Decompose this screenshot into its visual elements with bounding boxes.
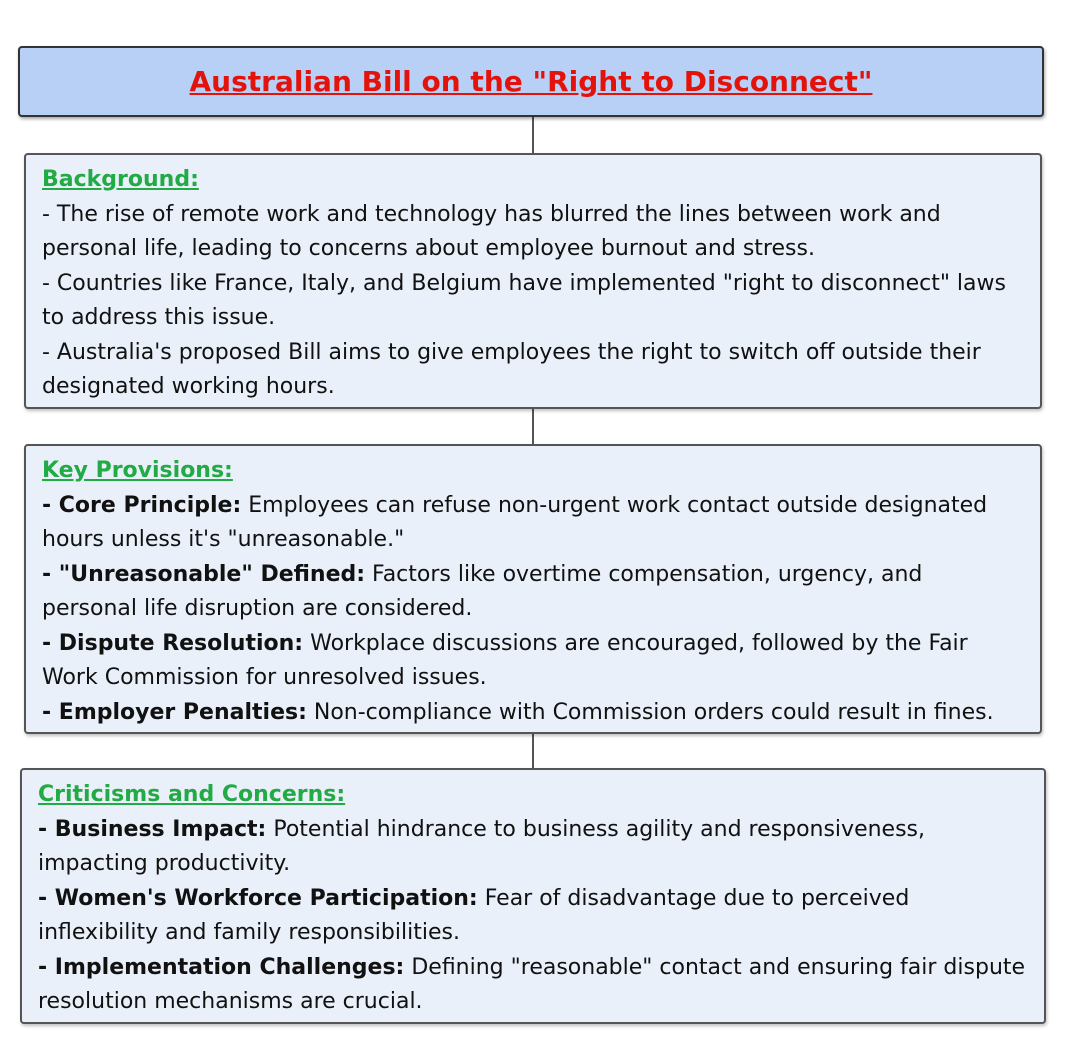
criticism-item (38, 882, 1028, 951)
background-box (24, 153, 1042, 409)
provisions-box (24, 444, 1042, 734)
provision-term: - Dispute Resolution: (42, 630, 304, 656)
connector-background-provisions (532, 408, 534, 445)
provision-item (42, 627, 1024, 696)
provision-text: Employees can refuse non-urgent work contact outside designated hours unless it's "unreasonable." (42, 492, 988, 552)
criticisms-box (20, 768, 1046, 1024)
provision-term: - Core Principle: (42, 492, 242, 518)
connector-title-background (532, 117, 534, 154)
provision-text: Factors like overtime compensation, urgency, and personal life disruption are considered. (42, 561, 923, 621)
criticism-text: Fear of disadvantage due to perceived inflexibility and family responsibilities. (38, 885, 910, 945)
title-box (18, 46, 1044, 117)
diagram-title: Australian Bill on the "Right to Disconnect" (189, 65, 873, 98)
provision-item (42, 558, 1024, 627)
background-item: - The rise of remote work and technology has blurred the lines between work and personal life, leading to concerns about employee burnout and stress. (42, 201, 941, 261)
criticism-term: - Implementation Challenges: (38, 954, 405, 980)
criticism-term: - Women's Workforce Participation: (38, 885, 478, 911)
provision-text: Workplace discussions are encouraged, followed by the Fair Work Commission for unresolved issues. (42, 630, 968, 690)
criticism-item (38, 813, 1028, 882)
background-item: - Countries like France, Italy, and Belgium have implemented "right to disconnect" laws to address this issue. (42, 270, 1006, 330)
background-item: - Australia's proposed Bill aims to give employees the right to switch off outside their designated working hours. (42, 339, 981, 399)
provisions-heading: Key Provisions: (42, 458, 233, 483)
criticisms-heading: Criticisms and Concerns: (38, 782, 346, 807)
criticism-text: Potential hindrance to business agility and responsiveness, impacting productivity. (38, 816, 925, 876)
provision-text: Non-compliance with Commission orders could result in fines. (306, 699, 994, 725)
criticism-item (38, 951, 1028, 1020)
provision-term: - Employer Penalties: (42, 699, 307, 725)
criticism-text: Defining "reasonable" contact and ensuring fair dispute resolution mechanisms are crucial. (38, 954, 1026, 1014)
provision-item (42, 696, 1024, 731)
provision-term: - "Unreasonable" Defined: (42, 561, 366, 587)
provision-item (42, 489, 1024, 558)
background-heading: Background: (42, 167, 199, 192)
connector-provisions-criticisms (532, 732, 534, 769)
criticism-term: - Business Impact: (38, 816, 267, 842)
